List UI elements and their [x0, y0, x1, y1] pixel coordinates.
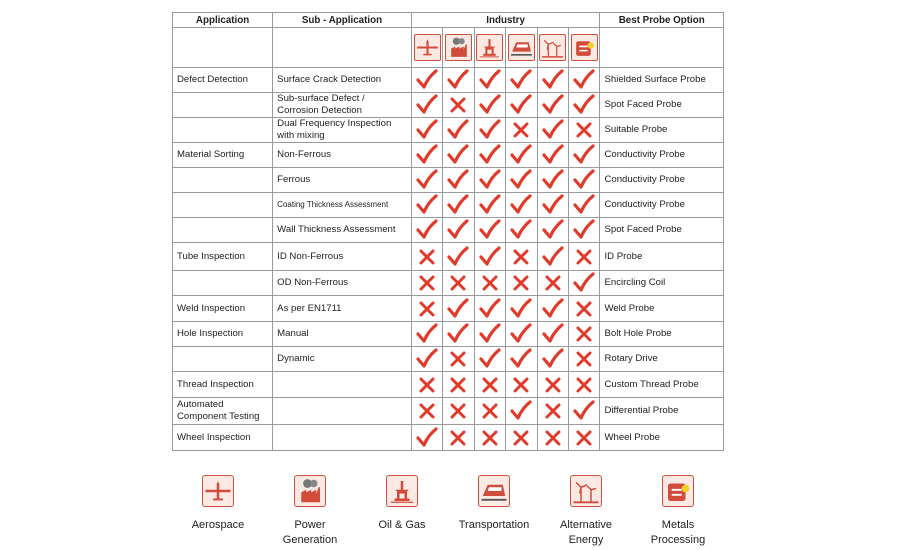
legend-item — [536, 475, 636, 548]
sub-application-cell — [273, 372, 412, 398]
sub-application-cell — [273, 398, 412, 425]
check-icon — [447, 219, 469, 241]
cross-icon — [573, 323, 595, 345]
check-icon — [573, 94, 595, 116]
industry-mark-cell — [474, 118, 505, 143]
best-probe-cell: Rotary Drive — [600, 347, 724, 372]
cross-icon — [542, 374, 564, 396]
industry-mark-cell — [568, 271, 599, 296]
industry-mark-cell — [443, 218, 474, 243]
header-application: Application — [173, 13, 273, 28]
application-cell — [173, 168, 273, 193]
check-icon — [447, 144, 469, 166]
legend-label: Aerospace — [191, 519, 245, 531]
check-icon — [479, 323, 501, 345]
industry-mark-cell — [537, 68, 568, 93]
industry-mark-cell — [474, 168, 505, 193]
check-icon — [573, 69, 595, 91]
table-row — [173, 425, 724, 451]
check-icon — [479, 298, 501, 320]
industry-mark-cell — [506, 193, 537, 218]
industry-mark-cell — [506, 93, 537, 118]
industry-mark-cell — [537, 322, 568, 347]
industry-mark-cell — [443, 322, 474, 347]
check-icon — [542, 323, 564, 345]
check-icon — [542, 144, 564, 166]
cross-icon — [479, 374, 501, 396]
industry-mark-cell — [411, 118, 442, 143]
industry-mark-cell — [568, 322, 599, 347]
industry-mark-cell — [443, 118, 474, 143]
industry-mark-cell — [568, 168, 599, 193]
industry-mark-cell — [537, 243, 568, 271]
industry-mark-cell — [474, 271, 505, 296]
best-probe-cell: Wheel Probe — [600, 425, 724, 451]
icon-row-blank — [600, 28, 724, 68]
application-cell: Defect Detection — [173, 68, 273, 93]
check-icon — [510, 348, 532, 370]
industry-mark-cell — [506, 322, 537, 347]
check-icon — [479, 246, 501, 268]
industry-mark-cell — [537, 218, 568, 243]
best-probe-cell: ID Probe — [600, 243, 724, 271]
industry-mark-cell — [443, 296, 474, 322]
check-icon — [542, 246, 564, 268]
industry-icon-row — [173, 28, 724, 68]
table-row — [173, 168, 724, 193]
industry-mark-cell — [537, 168, 568, 193]
industry-mark-cell — [411, 168, 442, 193]
industry-mark-cell — [537, 372, 568, 398]
cross-icon — [447, 374, 469, 396]
table-row — [173, 118, 724, 143]
header-row — [173, 13, 724, 28]
industry-header-cell — [506, 28, 537, 68]
cross-icon — [510, 119, 532, 141]
check-icon — [542, 298, 564, 320]
cross-icon — [542, 427, 564, 449]
table-row — [173, 93, 724, 118]
industry-mark-cell — [506, 68, 537, 93]
sub-application-cell: Dynamic — [273, 347, 412, 372]
header-industry: Industry — [411, 13, 600, 28]
check-icon — [510, 219, 532, 241]
header-best-probe: Best Probe Option — [600, 13, 724, 28]
best-probe-cell: Conductivity Probe — [600, 143, 724, 168]
check-icon — [573, 400, 595, 422]
check-icon — [479, 144, 501, 166]
legend-label: Alternative Energy — [560, 519, 612, 546]
industry-mark-cell — [568, 296, 599, 322]
industry-mark-cell — [537, 193, 568, 218]
check-icon — [447, 69, 469, 91]
industry-mark-cell — [411, 425, 442, 451]
best-probe-cell: Custom Thread Probe — [600, 372, 724, 398]
cross-icon — [573, 246, 595, 268]
industry-mark-cell — [537, 296, 568, 322]
check-icon — [542, 94, 564, 116]
cross-icon — [542, 272, 564, 294]
wind-turbine-icon — [570, 475, 602, 507]
application-cell — [173, 271, 273, 296]
train-icon — [508, 34, 535, 61]
industry-mark-cell — [474, 68, 505, 93]
icon-row-blank — [173, 28, 273, 68]
industry-mark-cell — [443, 93, 474, 118]
cross-icon — [479, 272, 501, 294]
industry-mark-cell — [474, 143, 505, 168]
application-cell: Tube Inspection — [173, 243, 273, 271]
check-icon — [542, 69, 564, 91]
check-icon — [416, 219, 438, 241]
industry-mark-cell — [537, 347, 568, 372]
check-icon — [479, 219, 501, 241]
industry-mark-cell — [411, 271, 442, 296]
industry-header-cell — [568, 28, 599, 68]
industry-mark-cell — [506, 347, 537, 372]
industry-mark-cell — [411, 143, 442, 168]
application-cell: Wheel Inspection — [173, 425, 273, 451]
legend-item — [444, 475, 544, 533]
sub-application-cell: Surface Crack Detection — [273, 68, 412, 93]
industry-mark-cell — [474, 347, 505, 372]
table-row — [173, 218, 724, 243]
industry-mark-cell — [474, 398, 505, 425]
table-row — [173, 193, 724, 218]
industry-mark-cell — [506, 425, 537, 451]
industry-mark-cell — [506, 296, 537, 322]
industry-mark-cell — [537, 143, 568, 168]
legend-label: Metals Processing — [650, 519, 706, 546]
cross-icon — [573, 427, 595, 449]
check-icon — [479, 348, 501, 370]
power-plant-icon — [294, 475, 326, 507]
cross-icon — [447, 94, 469, 116]
check-icon — [510, 298, 532, 320]
check-icon — [573, 194, 595, 216]
cross-icon — [416, 374, 438, 396]
industry-mark-cell — [474, 372, 505, 398]
industry-mark-cell — [411, 296, 442, 322]
industry-mark-cell — [443, 68, 474, 93]
industry-mark-cell — [411, 93, 442, 118]
industry-mark-cell — [411, 243, 442, 271]
legend-item — [260, 475, 360, 548]
industry-mark-cell — [568, 193, 599, 218]
check-icon — [510, 194, 532, 216]
cross-icon — [510, 272, 532, 294]
industry-mark-cell — [443, 372, 474, 398]
check-icon — [416, 69, 438, 91]
sub-application-cell: Wall Thickness Assessment — [273, 218, 412, 243]
industry-mark-cell — [506, 398, 537, 425]
industry-mark-cell — [506, 143, 537, 168]
industry-header-cell — [411, 28, 442, 68]
check-icon — [510, 323, 532, 345]
best-probe-cell: Suitable Probe — [600, 118, 724, 143]
application-cell: Hole Inspection — [173, 322, 273, 347]
application-cell: Weld Inspection — [173, 296, 273, 322]
table-row — [173, 322, 724, 347]
check-icon — [510, 69, 532, 91]
check-icon — [479, 119, 501, 141]
industry-mark-cell — [568, 243, 599, 271]
check-icon — [416, 323, 438, 345]
cross-icon — [479, 400, 501, 422]
metal-pipe-icon — [662, 475, 694, 507]
check-icon — [479, 69, 501, 91]
table-row — [173, 347, 724, 372]
industry-mark-cell — [443, 243, 474, 271]
airplane-icon — [202, 475, 234, 507]
industry-mark-cell — [474, 425, 505, 451]
industry-mark-cell — [443, 271, 474, 296]
cross-icon — [447, 427, 469, 449]
industry-mark-cell — [411, 322, 442, 347]
industry-mark-cell — [506, 218, 537, 243]
sub-application-cell: Ferrous — [273, 168, 412, 193]
sub-application-cell: Dual Frequency Inspection with mixing — [273, 118, 412, 143]
cross-icon — [416, 246, 438, 268]
cross-icon — [510, 427, 532, 449]
industry-mark-cell — [474, 93, 505, 118]
industry-mark-cell — [411, 218, 442, 243]
table-row — [173, 271, 724, 296]
industry-mark-cell — [537, 271, 568, 296]
check-icon — [573, 144, 595, 166]
industry-mark-cell — [506, 168, 537, 193]
industry-mark-cell — [443, 425, 474, 451]
check-icon — [510, 400, 532, 422]
check-icon — [416, 427, 438, 449]
sub-application-cell: As per EN1711 — [273, 296, 412, 322]
check-icon — [447, 194, 469, 216]
cross-icon — [510, 246, 532, 268]
application-cell — [173, 347, 273, 372]
sub-application-cell: Coating Thickness Assessment — [273, 193, 412, 218]
check-icon — [447, 323, 469, 345]
industry-mark-cell — [443, 193, 474, 218]
industry-mark-cell — [568, 398, 599, 425]
best-probe-cell: Shielded Surface Probe — [600, 68, 724, 93]
cross-icon — [573, 119, 595, 141]
check-icon — [416, 144, 438, 166]
table-row — [173, 296, 724, 322]
industry-mark-cell — [443, 398, 474, 425]
header-sub-application: Sub - Application — [273, 13, 412, 28]
industry-mark-cell — [474, 322, 505, 347]
wind-turbine-icon — [539, 34, 566, 61]
probe-application-table — [172, 12, 724, 451]
cross-icon — [573, 348, 595, 370]
industry-mark-cell — [411, 193, 442, 218]
industry-legend — [176, 475, 736, 545]
best-probe-cell: Encircling Coil — [600, 271, 724, 296]
legend-label: Oil & Gas — [378, 519, 426, 531]
industry-header-cell — [537, 28, 568, 68]
application-cell — [173, 218, 273, 243]
check-icon — [573, 169, 595, 191]
industry-mark-cell — [568, 93, 599, 118]
check-icon — [510, 94, 532, 116]
check-icon — [573, 219, 595, 241]
application-cell — [173, 193, 273, 218]
industry-mark-cell — [506, 372, 537, 398]
cross-icon — [416, 298, 438, 320]
icon-row-blank — [273, 28, 412, 68]
check-icon — [416, 94, 438, 116]
industry-mark-cell — [474, 296, 505, 322]
oil-rig-icon — [476, 34, 503, 61]
industry-mark-cell — [474, 218, 505, 243]
industry-mark-cell — [537, 425, 568, 451]
check-icon — [542, 119, 564, 141]
industry-mark-cell — [474, 193, 505, 218]
check-icon — [447, 246, 469, 268]
table-row — [173, 68, 724, 93]
power-plant-icon — [445, 34, 472, 61]
check-icon — [542, 348, 564, 370]
check-icon — [447, 119, 469, 141]
check-icon — [479, 169, 501, 191]
check-icon — [542, 219, 564, 241]
application-cell: Material Sorting — [173, 143, 273, 168]
legend-label: Power Generation — [282, 519, 338, 546]
best-probe-cell: Spot Faced Probe — [600, 93, 724, 118]
industry-mark-cell — [411, 68, 442, 93]
check-icon — [479, 194, 501, 216]
industry-mark-cell — [443, 143, 474, 168]
sub-application-cell: Non-Ferrous — [273, 143, 412, 168]
industry-mark-cell — [568, 143, 599, 168]
best-probe-cell: Bolt Hole Probe — [600, 322, 724, 347]
check-icon — [416, 348, 438, 370]
cross-icon — [447, 348, 469, 370]
check-icon — [416, 119, 438, 141]
application-cell: Automated Component Testing — [173, 398, 273, 425]
cross-icon — [573, 298, 595, 320]
check-icon — [416, 194, 438, 216]
check-icon — [510, 144, 532, 166]
cross-icon — [447, 272, 469, 294]
cross-icon — [416, 400, 438, 422]
industry-header-cell — [474, 28, 505, 68]
best-probe-cell: Conductivity Probe — [600, 193, 724, 218]
check-icon — [510, 169, 532, 191]
legend-item — [628, 475, 728, 548]
best-probe-cell: Conductivity Probe — [600, 168, 724, 193]
industry-mark-cell — [506, 271, 537, 296]
best-probe-cell: Spot Faced Probe — [600, 218, 724, 243]
check-icon — [573, 272, 595, 294]
oil-rig-icon — [386, 475, 418, 507]
industry-mark-cell — [506, 243, 537, 271]
application-cell: Thread Inspection — [173, 372, 273, 398]
metal-pipe-icon — [571, 34, 598, 61]
application-cell — [173, 93, 273, 118]
industry-mark-cell — [443, 168, 474, 193]
cross-icon — [510, 374, 532, 396]
check-icon — [447, 298, 469, 320]
industry-mark-cell — [411, 398, 442, 425]
industry-header-cell — [443, 28, 474, 68]
cross-icon — [542, 400, 564, 422]
industry-mark-cell — [568, 425, 599, 451]
best-probe-cell: Differential Probe — [600, 398, 724, 425]
industry-mark-cell — [568, 372, 599, 398]
industry-mark-cell — [568, 68, 599, 93]
industry-mark-cell — [568, 118, 599, 143]
legend-item — [168, 475, 268, 533]
industry-mark-cell — [537, 93, 568, 118]
train-icon — [478, 475, 510, 507]
sub-application-cell: OD Non-Ferrous — [273, 271, 412, 296]
legend-item — [352, 475, 452, 533]
industry-mark-cell — [474, 243, 505, 271]
industry-mark-cell — [537, 118, 568, 143]
industry-mark-cell — [506, 118, 537, 143]
legend-label: Transportation — [458, 519, 530, 531]
table-row — [173, 143, 724, 168]
check-icon — [447, 169, 469, 191]
sub-application-cell: Sub-surface Defect / Corrosion Detection — [273, 93, 412, 118]
check-icon — [542, 169, 564, 191]
cross-icon — [573, 374, 595, 396]
sub-application-cell: ID Non-Ferrous — [273, 243, 412, 271]
check-icon — [416, 169, 438, 191]
airplane-icon — [414, 34, 441, 61]
cross-icon — [479, 427, 501, 449]
table-row — [173, 372, 724, 398]
table-row — [173, 398, 724, 425]
best-probe-cell: Weld Probe — [600, 296, 724, 322]
industry-mark-cell — [568, 218, 599, 243]
industry-mark-cell — [443, 347, 474, 372]
application-cell — [173, 118, 273, 143]
industry-mark-cell — [411, 347, 442, 372]
table-row — [173, 243, 724, 271]
sub-application-cell — [273, 425, 412, 451]
cross-icon — [416, 272, 438, 294]
industry-mark-cell — [537, 398, 568, 425]
sub-application-cell: Manual — [273, 322, 412, 347]
check-icon — [542, 194, 564, 216]
cross-icon — [447, 400, 469, 422]
industry-mark-cell — [568, 347, 599, 372]
industry-mark-cell — [411, 372, 442, 398]
check-icon — [479, 94, 501, 116]
